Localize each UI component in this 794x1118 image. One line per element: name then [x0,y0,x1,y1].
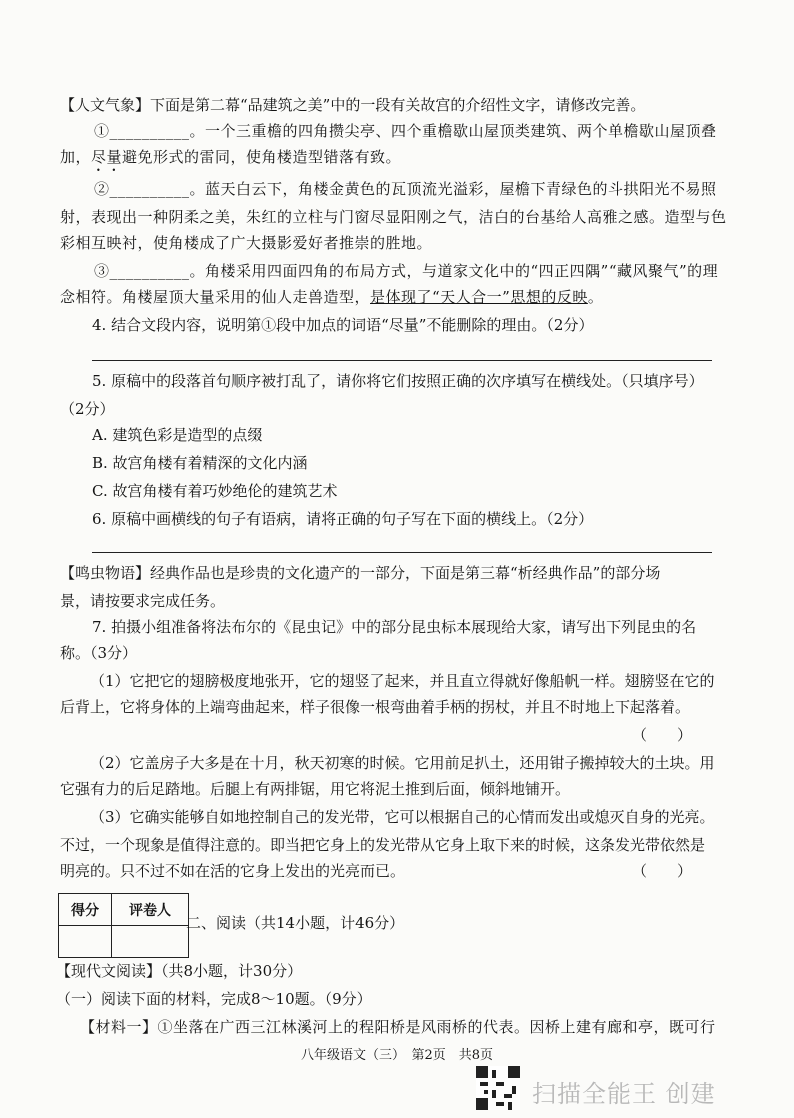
emphasized-word: 尽量 [91,148,123,166]
scanner-watermark [476,1066,726,1112]
answer-line-4 [92,360,712,361]
para2-line3: 彩相互映衬，使角楼成了广大摄影爱好者推崇的胜地。 [60,234,433,252]
question-7: 7. 拍摄小组准备将法布尔的《昆虫记》中的部分昆虫标本展现给大家，请写出下列昆虫的名 [92,618,697,636]
bug-intro-line1: 【鸣虫物语】经典作品也是珍贵的文化遗产的一部分，下面是第三幕“析经典作品”的部分场 [60,564,661,582]
answer-paren-1: （ ） [632,726,693,744]
insect-2-line1: （2）它盖房子大多是在十月，秋天初寒的时候。它用前足扒土，还用钳子搬掉较大的土块。用 [90,754,715,772]
grader-header: 评卷人 [112,894,189,926]
insect-1-line1: （1）它把它的翅膀极度地张开，它的翅竖了起来，并且直立得就好像船帆一样。翅膀竖在它的 [90,672,715,690]
question-7-score: 称。（3分） [60,644,138,662]
para2-line2: 射，表现出一种阴柔之美，朱红的立柱与门窗尽显阳刚之气，洁白的台基给人高雅之感。造型与色 [60,208,727,226]
grader-cell [112,926,189,958]
para1-line2 [60,144,744,175]
option-b: B. 故宫角楼有着精深的文化内涵 [92,454,308,472]
score-cell [59,926,112,958]
para3-post: 。 [587,288,604,306]
bug-intro-line2: 景，请按要求完成任务。 [60,592,226,610]
para1-post: 避免形式的雷同，使角楼造型错落有致。 [122,148,402,166]
modern-reading-heading: 【现代文阅读】（共8小题，计30分） [56,962,303,980]
insect-3-line2: 不过，一个现象是值得注意的。即当把它身上的发光带从它身上取下来的时候，这条发光带依然是 [60,836,706,854]
answer-paren-3: （ ） [632,862,693,880]
insect-3-line3: 明亮的。只不过不如在活的它身上发出的光亮而已。 [60,862,406,880]
para3-line1: ③__________。角楼采用四面四角的布局方式，与道家文化中的“四正四隅”“藏风聚气”的理 [94,262,719,280]
option-c: C. 故宫角楼有着巧妙绝伦的建筑艺术 [92,482,338,500]
answer-line-6 [92,552,712,553]
insect-3-line1: （3）它确实能够自如地控制自己的发光带，它可以根据自己的心情而发出或熄灭自身的光亮。 [90,808,715,826]
part-1-heading: （一）阅读下面的材料，完成8～10题。（9分） [56,990,372,1008]
para3-pre: 念相符。角楼屋顶大量采用的仙人走兽造型， [60,288,371,306]
score-header: 得分 [59,894,112,926]
question-5-score: （2分） [60,400,115,418]
para2-line1: ②__________。蓝天白云下，角楼金黄色的瓦顶流光溢彩，屋檐下青绿色的斗拱阳光不易照 [94,180,717,198]
para1-line1: ①__________。一个三重檐的四角攒尖亭、四个重檐歇山屋顶类建筑、两个单檐歇山屋顶叠 [94,122,717,140]
question-5: 5. 原稿中的段落首句顺序被打乱了，请你将它们按照正确的次序填写在横线处。（只填序号） [92,372,704,390]
option-a: A. 建筑色彩是造型的点缀 [92,426,263,444]
para1-pre: 加， [60,148,92,166]
score-table [58,893,189,958]
question-4: 4. 结合文段内容，说明第①段中加点的词语“尽量”不能删除的理由。（2分） [92,316,594,334]
page-footer: 八年级语文（三） 第2页 共8页 [300,1048,494,1063]
insect-1-line2: 后背上，它将身体的上端弯曲起来，样子很像一根弯曲着手柄的拐杖，并且不时地上下起落着。 [60,698,691,716]
insect-2-line2: 它强有力的后足踏地。后腿上有两排锯，用它将泥土推到后面，倾斜地铺开。 [60,780,571,798]
question-6: 6. 原稿中画横线的句子有语病，请将正确的句子写在下面的横线上。（2分） [92,510,594,528]
material-1-line: 【材料一】①坐落在广西三江林溪河上的程阳桥是风雨桥的代表。因桥上建有廊和亭，既可行 [80,1018,716,1036]
qr-code-icon [476,1066,520,1110]
para3-line2 [60,284,744,310]
intro-line: 【人文气象】下面是第二幕“品建筑之美”中的一段有关故宫的介绍性文字，请修改完善。 [60,96,646,114]
underlined-sentence: 是体现了“天人合一”思想的反映 [370,288,588,306]
watermark-text: 扫描全能王 创建 [532,1080,716,1108]
section-2-title: 二、阅读（共14小题，计46分） [186,914,405,932]
